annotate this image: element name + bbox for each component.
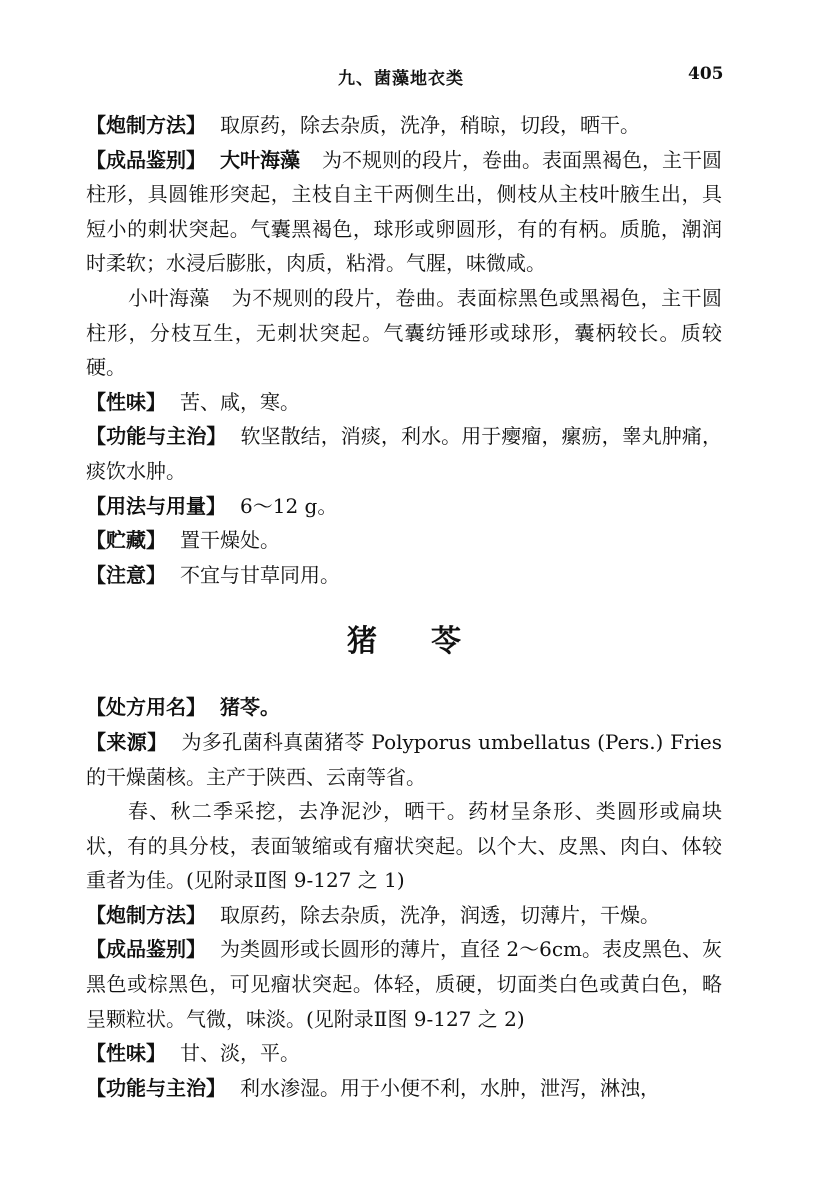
paragraph-chufang [86, 690, 722, 725]
chapter-title: 九、菌藻地衣类 [338, 69, 464, 89]
paragraph-zhucang [86, 523, 722, 558]
section-label: 【注意】 [86, 562, 166, 587]
paragraph-jianbie [86, 143, 722, 281]
section-label: 【功能与主治】 [86, 1075, 226, 1100]
section-label: 【炮制方法】 [86, 113, 206, 137]
paragraph-text: 猪苓。 [220, 695, 280, 720]
paragraph-text: 利水渗湿。用于小便不利，水肿，泄泻，淋浊， [240, 1075, 660, 1100]
paragraph-xingwei [86, 385, 722, 420]
section-label: 【用法与用量】 [86, 493, 226, 518]
paragraph-gongneng [86, 419, 722, 488]
section-label: 【功能与主治】 [86, 424, 227, 449]
paragraph-paozhi-2 [86, 898, 722, 933]
paragraph-laiyuan [86, 725, 722, 794]
paragraph-text: 软坚散结，消痰，利水。用于瘿瘤，瘰疬，睾丸肿痛，痰饮水肿。 [86, 424, 723, 483]
paragraph-text: 置干燥处。 [180, 528, 280, 553]
paragraph-text: 苦、咸，寒。 [180, 389, 300, 414]
paragraph-text: 不宜与甘草同用。 [180, 562, 340, 587]
page-body [86, 108, 722, 1105]
paragraph-text: 为不规则的段片，卷曲。表面黑褐色，主干圆柱形，具圆锥形突起，主枝自主干两侧生出，侧枝从主枝叶腋生出，具短小的刺状突起。气囊黑褐色，球形或卵圆形，有的有柄。质脆，潮润时柔软；水浸后膨胀，肉质，粘滑。气腥，味微咸。 [86, 147, 722, 276]
section-title: 猪苓 [347, 624, 515, 660]
running-header [0, 64, 832, 94]
section-label: 【性味】 [86, 389, 166, 414]
paragraph-text: 取原药，除去杂质，洗净，润透，切薄片，干燥。 [220, 902, 660, 927]
paragraph-xingwei-2 [86, 1036, 722, 1071]
herb-name: 大叶海藻 [220, 147, 300, 172]
section-label: 【处方用名】 [86, 695, 206, 720]
herb-name: 小叶海藻 [128, 285, 210, 310]
paragraph-text: 为多孔菌科真菌猪苓 Polyporus umbellatus (Pers.) Fries 的干燥菌核。主产于陕西、云南等省。 [86, 729, 723, 789]
paragraph-herb2 [86, 281, 722, 385]
paragraph-paozhi [86, 108, 722, 143]
section-label: 【贮藏】 [86, 528, 166, 553]
section-label: 【炮制方法】 [86, 902, 206, 927]
paragraph-text: 6～12 g。 [240, 493, 338, 518]
paragraph-text: 春、秋二季采挖，去净泥沙，晒干。药材呈条形、类圆形或扁块状，有的具分枝，表面皱缩或有瘤状突起。以个大、皮黑、肉白、体较重者为佳。(见附录Ⅱ图 9-127 之 1) [86, 799, 722, 893]
paragraph-text: 甘、淡，平。 [180, 1041, 300, 1066]
paragraph-yongfa [86, 489, 722, 524]
section-label: 【性味】 [86, 1041, 166, 1066]
paragraph-text: 为类圆形或长圆形的薄片，直径 2～6cm。表皮黑色、灰黑色或棕黑色，可见瘤状突起。体轻，质硬，切面类白色或黄白色，略呈颗粒状。气微，味淡。(见附录Ⅱ图 9-127 之 2) [86, 937, 723, 1031]
paragraph-text: 取原药，除去杂质，洗净，稍晾，切段，晒干。 [220, 113, 640, 137]
paragraph-text: 为不规则的段片，卷曲。表面棕黑色或黑褐色，主干圆柱形，分枝互生，无刺状突起。气囊纺锤形或球形，囊柄较长。质较硬。 [86, 285, 723, 380]
section-label: 【成品鉴别】 [86, 937, 207, 962]
paragraph-caiji [86, 794, 722, 898]
paragraph-zhuyi [86, 558, 722, 593]
section-label: 【成品鉴别】 [86, 147, 206, 172]
paragraph-gongneng-2 [86, 1071, 722, 1106]
page-number: 405 [688, 64, 724, 84]
section-label: 【来源】 [86, 729, 168, 754]
paragraph-jianbie-2 [86, 932, 722, 1036]
